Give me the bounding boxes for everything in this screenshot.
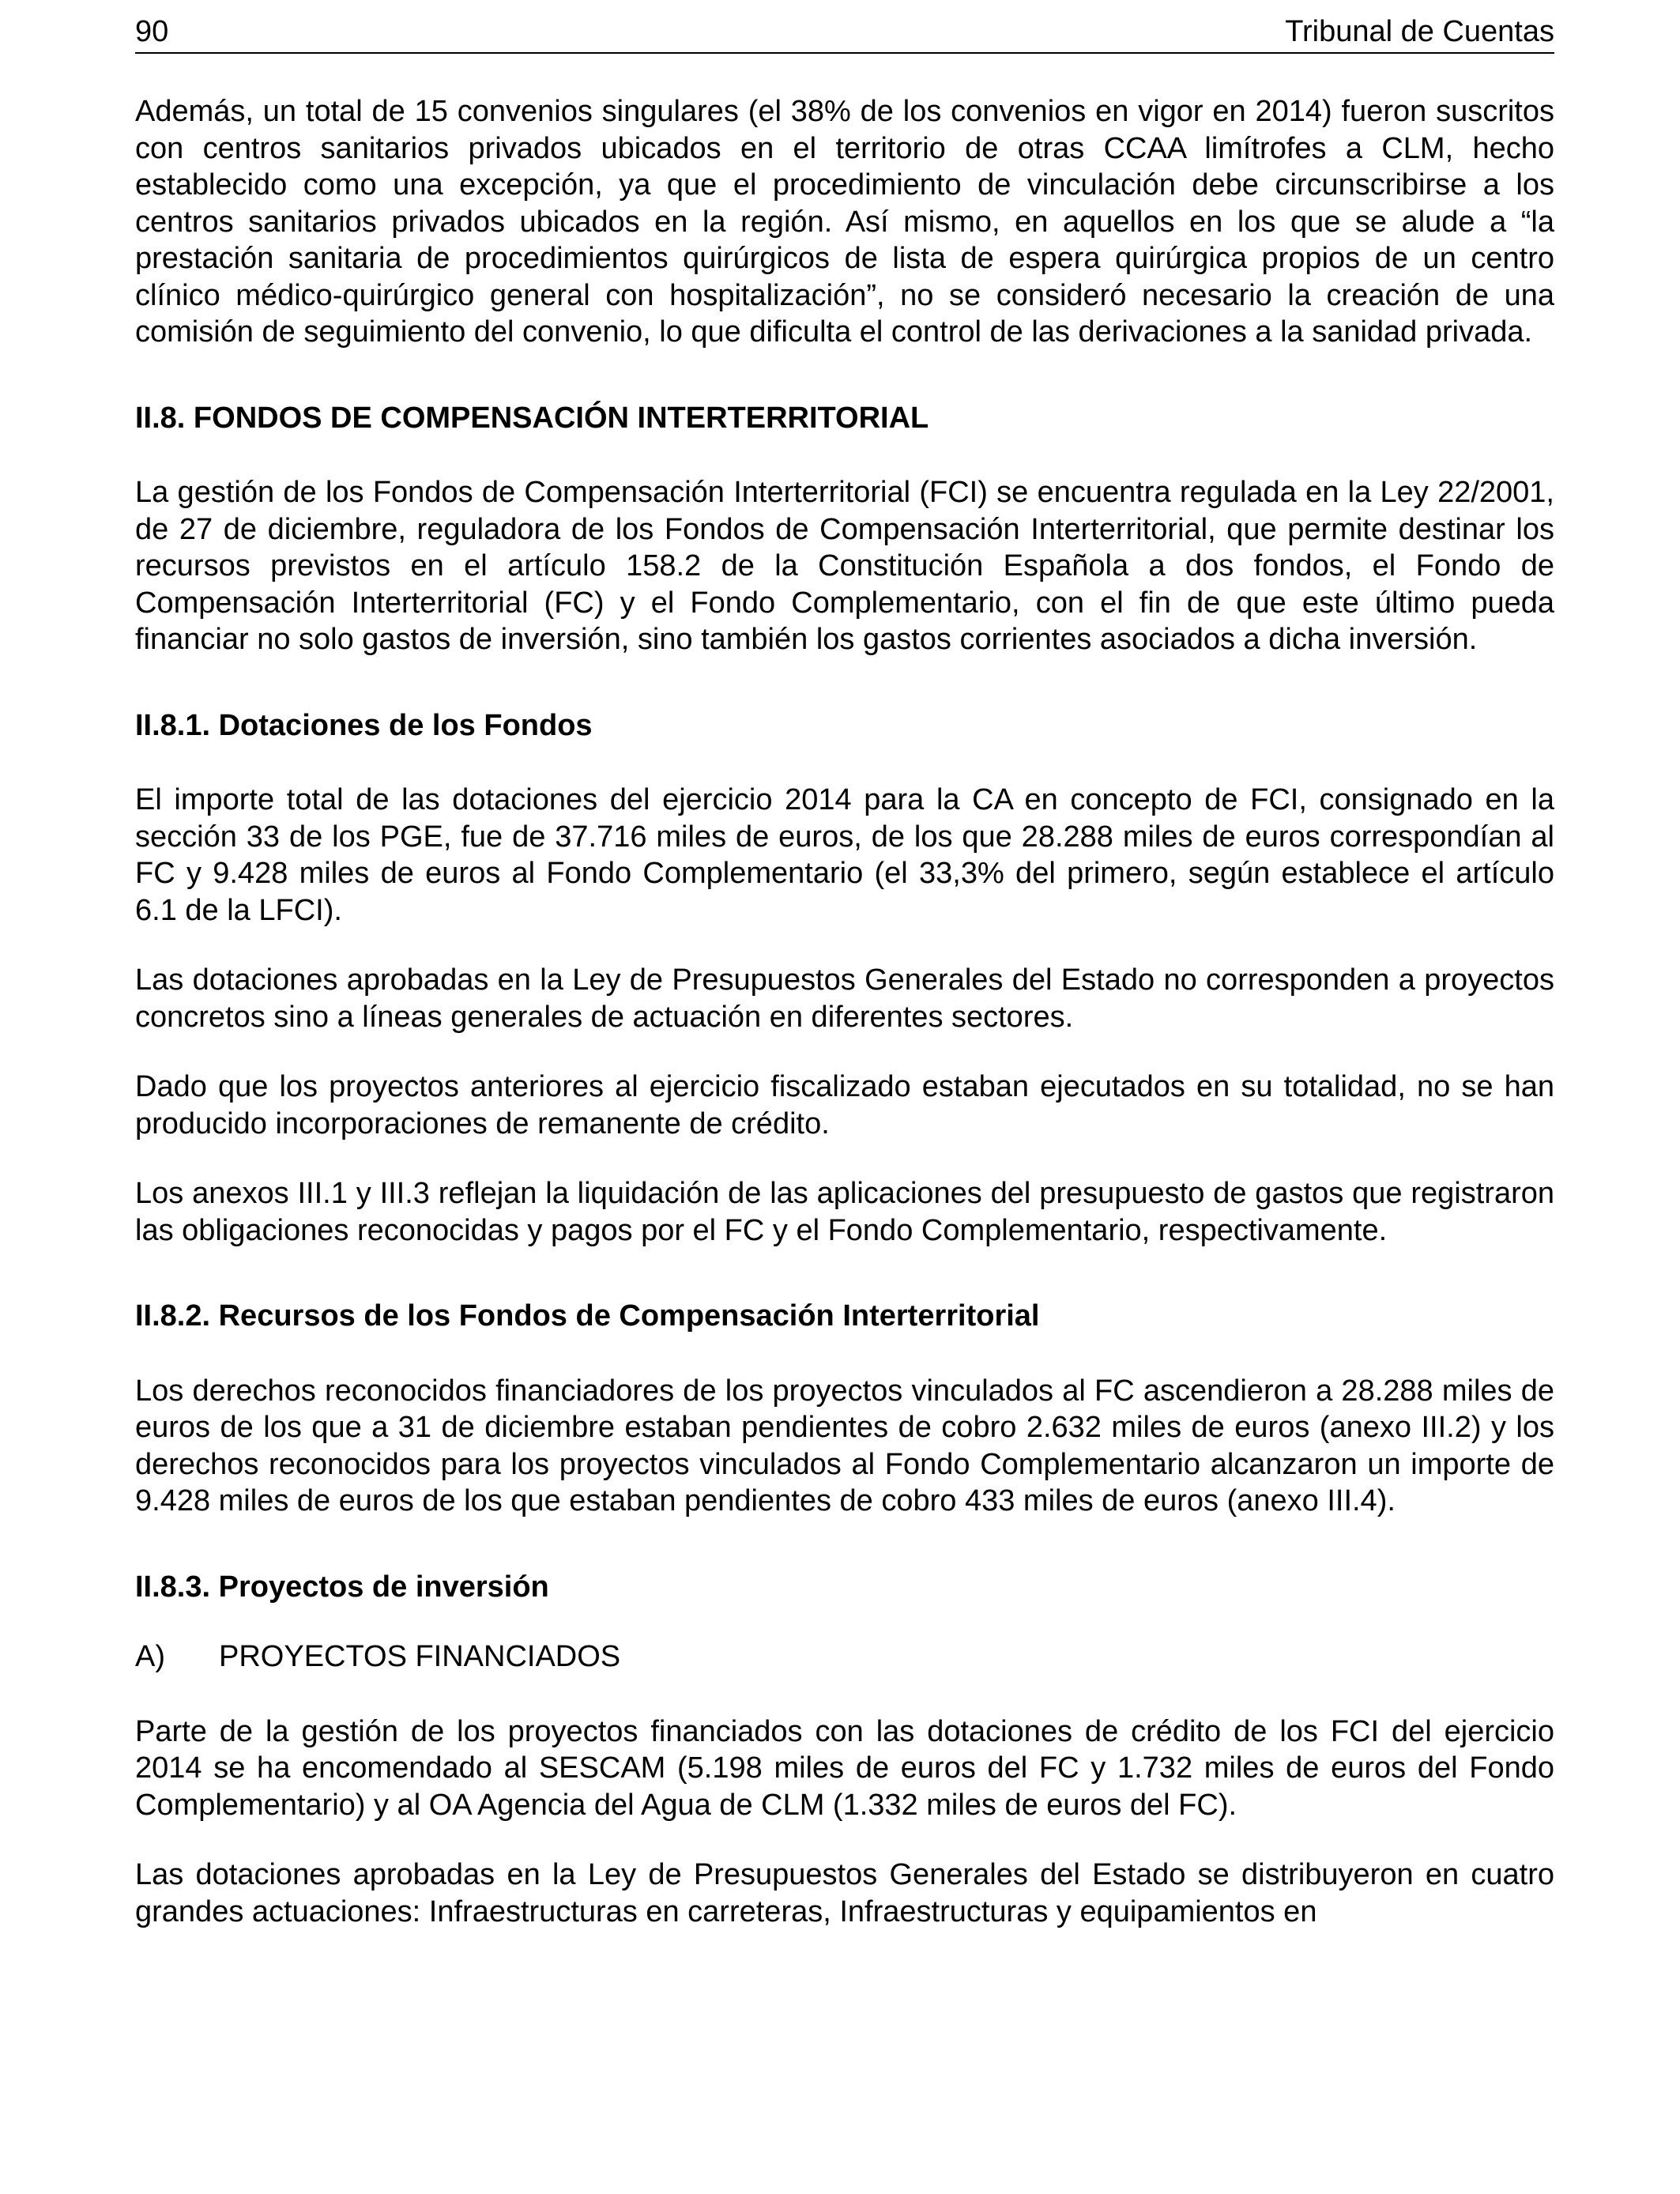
paragraph-gestion-proyectos: Parte de la gestión de los proyectos financiados con las dotaciones de crédito de los FCI del ejercicio 2014 se ha encomendado al SESCAM (5.198 miles de euros del FC y 1.732 miles de euros del Fondo Complementario) y al OA Agencia del Agua de CLM (1.332 miles de euros del FC). (135, 1714, 1554, 1822)
document-body (135, 93, 1554, 1930)
header-title: Tribunal de Cuentas (1285, 15, 1554, 48)
section-heading-ii81: II.8.1. Dotaciones de los Fondos (135, 708, 593, 742)
page-number: 90 (135, 15, 169, 48)
paragraph-importe-dotaciones: El importe total de las dotaciones del ejercicio 2014 para la CA en concepto de FCI, consignado en la sección 33 de los PGE, fue de 37.716 miles de euros, de los que 28.288 miles de euros correspondían al FC y 9.428 miles de euros al Fondo Complementario (el 33,3% del primero, según establece el artículo 6.1 de la LFCI). (135, 783, 1554, 927)
subsection-marker: A) (135, 1640, 165, 1673)
paragraph-proyectos-anteriores: Dado que los proyectos anteriores al ejercicio fiscalizado estaban ejecutados en su totalidad, no se han producido incorporaciones de remanente de crédito. (135, 1070, 1554, 1140)
subsection-heading-a (135, 1638, 1554, 1676)
running-header (135, 11, 1554, 54)
paragraph-gestion-fci: La gestión de los Fondos de Compensación Interterritorial (FCI) se encuentra regulada en la Ley 22/2001, de 27 de diciembre, reguladora de los Fondos de Compensación Interterritorial, que permite destinar los recursos previstos en el artículo 158.2 de la Constitución Española a dos fondos, el Fondo de Compensación Interterritorial (FC) y el Fondo Complementario, con el fin de que este último pueda financiar no solo gastos de inversión, sino también los gastos corrientes asociados a dicha inversión. (135, 476, 1554, 656)
section-heading-ii83: II.8.3. Proyectos de inversión (135, 1570, 549, 1604)
section-heading-ii8: II.8. FONDOS DE COMPENSACIÓN INTERTERRITORIAL (135, 401, 929, 435)
paragraph-distribucion-dotaciones: Las dotaciones aprobadas en la Ley de Presupuestos Generales del Estado se distribuyeron en cuatro grandes actuaciones: Infraestructuras en carreteras, Infraestructuras y equipamientos en (135, 1858, 1554, 1928)
section-heading-ii82: II.8.2. Recursos de los Fondos de Compensación Interterritorial (135, 1299, 1040, 1333)
paragraph-convenios-singulares: Además, un total de 15 convenios singulares (el 38% de los convenios en vigor en 2014) fueron suscritos con centros sanitarios privados ubicados en el territorio de otras CCAA limítrofes a CLM, hecho establecido como una excepción, ya que el procedimiento de vinculación debe circunscribirse a los centros sanitarios privados ubicados en la región. Así mismo, en aquellos en los que se alude a “la prestación sanitaria de procedimientos quirúrgicos de lista de espera quirúrgica propios de un centro clínico médico-quirúrgico general con hospitalización”, no se consideró necesario la creación de una comisión de seguimiento del convenio, lo que dificulta el control de las derivaciones a la sanidad privada. (135, 95, 1554, 349)
paragraph-anexos: Los anexos III.1 y III.3 reflejan la liquidación de las aplicaciones del presupuesto de gastos que registraron las obligaciones reconocidas y pagos por el FC y el Fondo Complementario, respectivamente. (135, 1177, 1554, 1247)
paragraph-dotaciones-aprobadas: Las dotaciones aprobadas en la Ley de Presupuestos Generales del Estado no corresponden a proyectos concretos sino a líneas generales de actuación en diferentes sectores. (135, 963, 1554, 1034)
paragraph-derechos-reconocidos: Los derechos reconocidos financiadores de los proyectos vinculados al FC ascendieron a 28.288 miles de euros de los que a 31 de diciembre estaban pendientes de cobro 2.632 miles de euros (anexo III.2) y los derechos reconocidos para los proyectos vinculados al Fondo Complementario alcanzaron un importe de 9.428 miles de euros de los que estaban pendientes de cobro 433 miles de euros (anexo III.4). (135, 1374, 1554, 1517)
subsection-title: PROYECTOS FINANCIADOS (219, 1640, 621, 1673)
